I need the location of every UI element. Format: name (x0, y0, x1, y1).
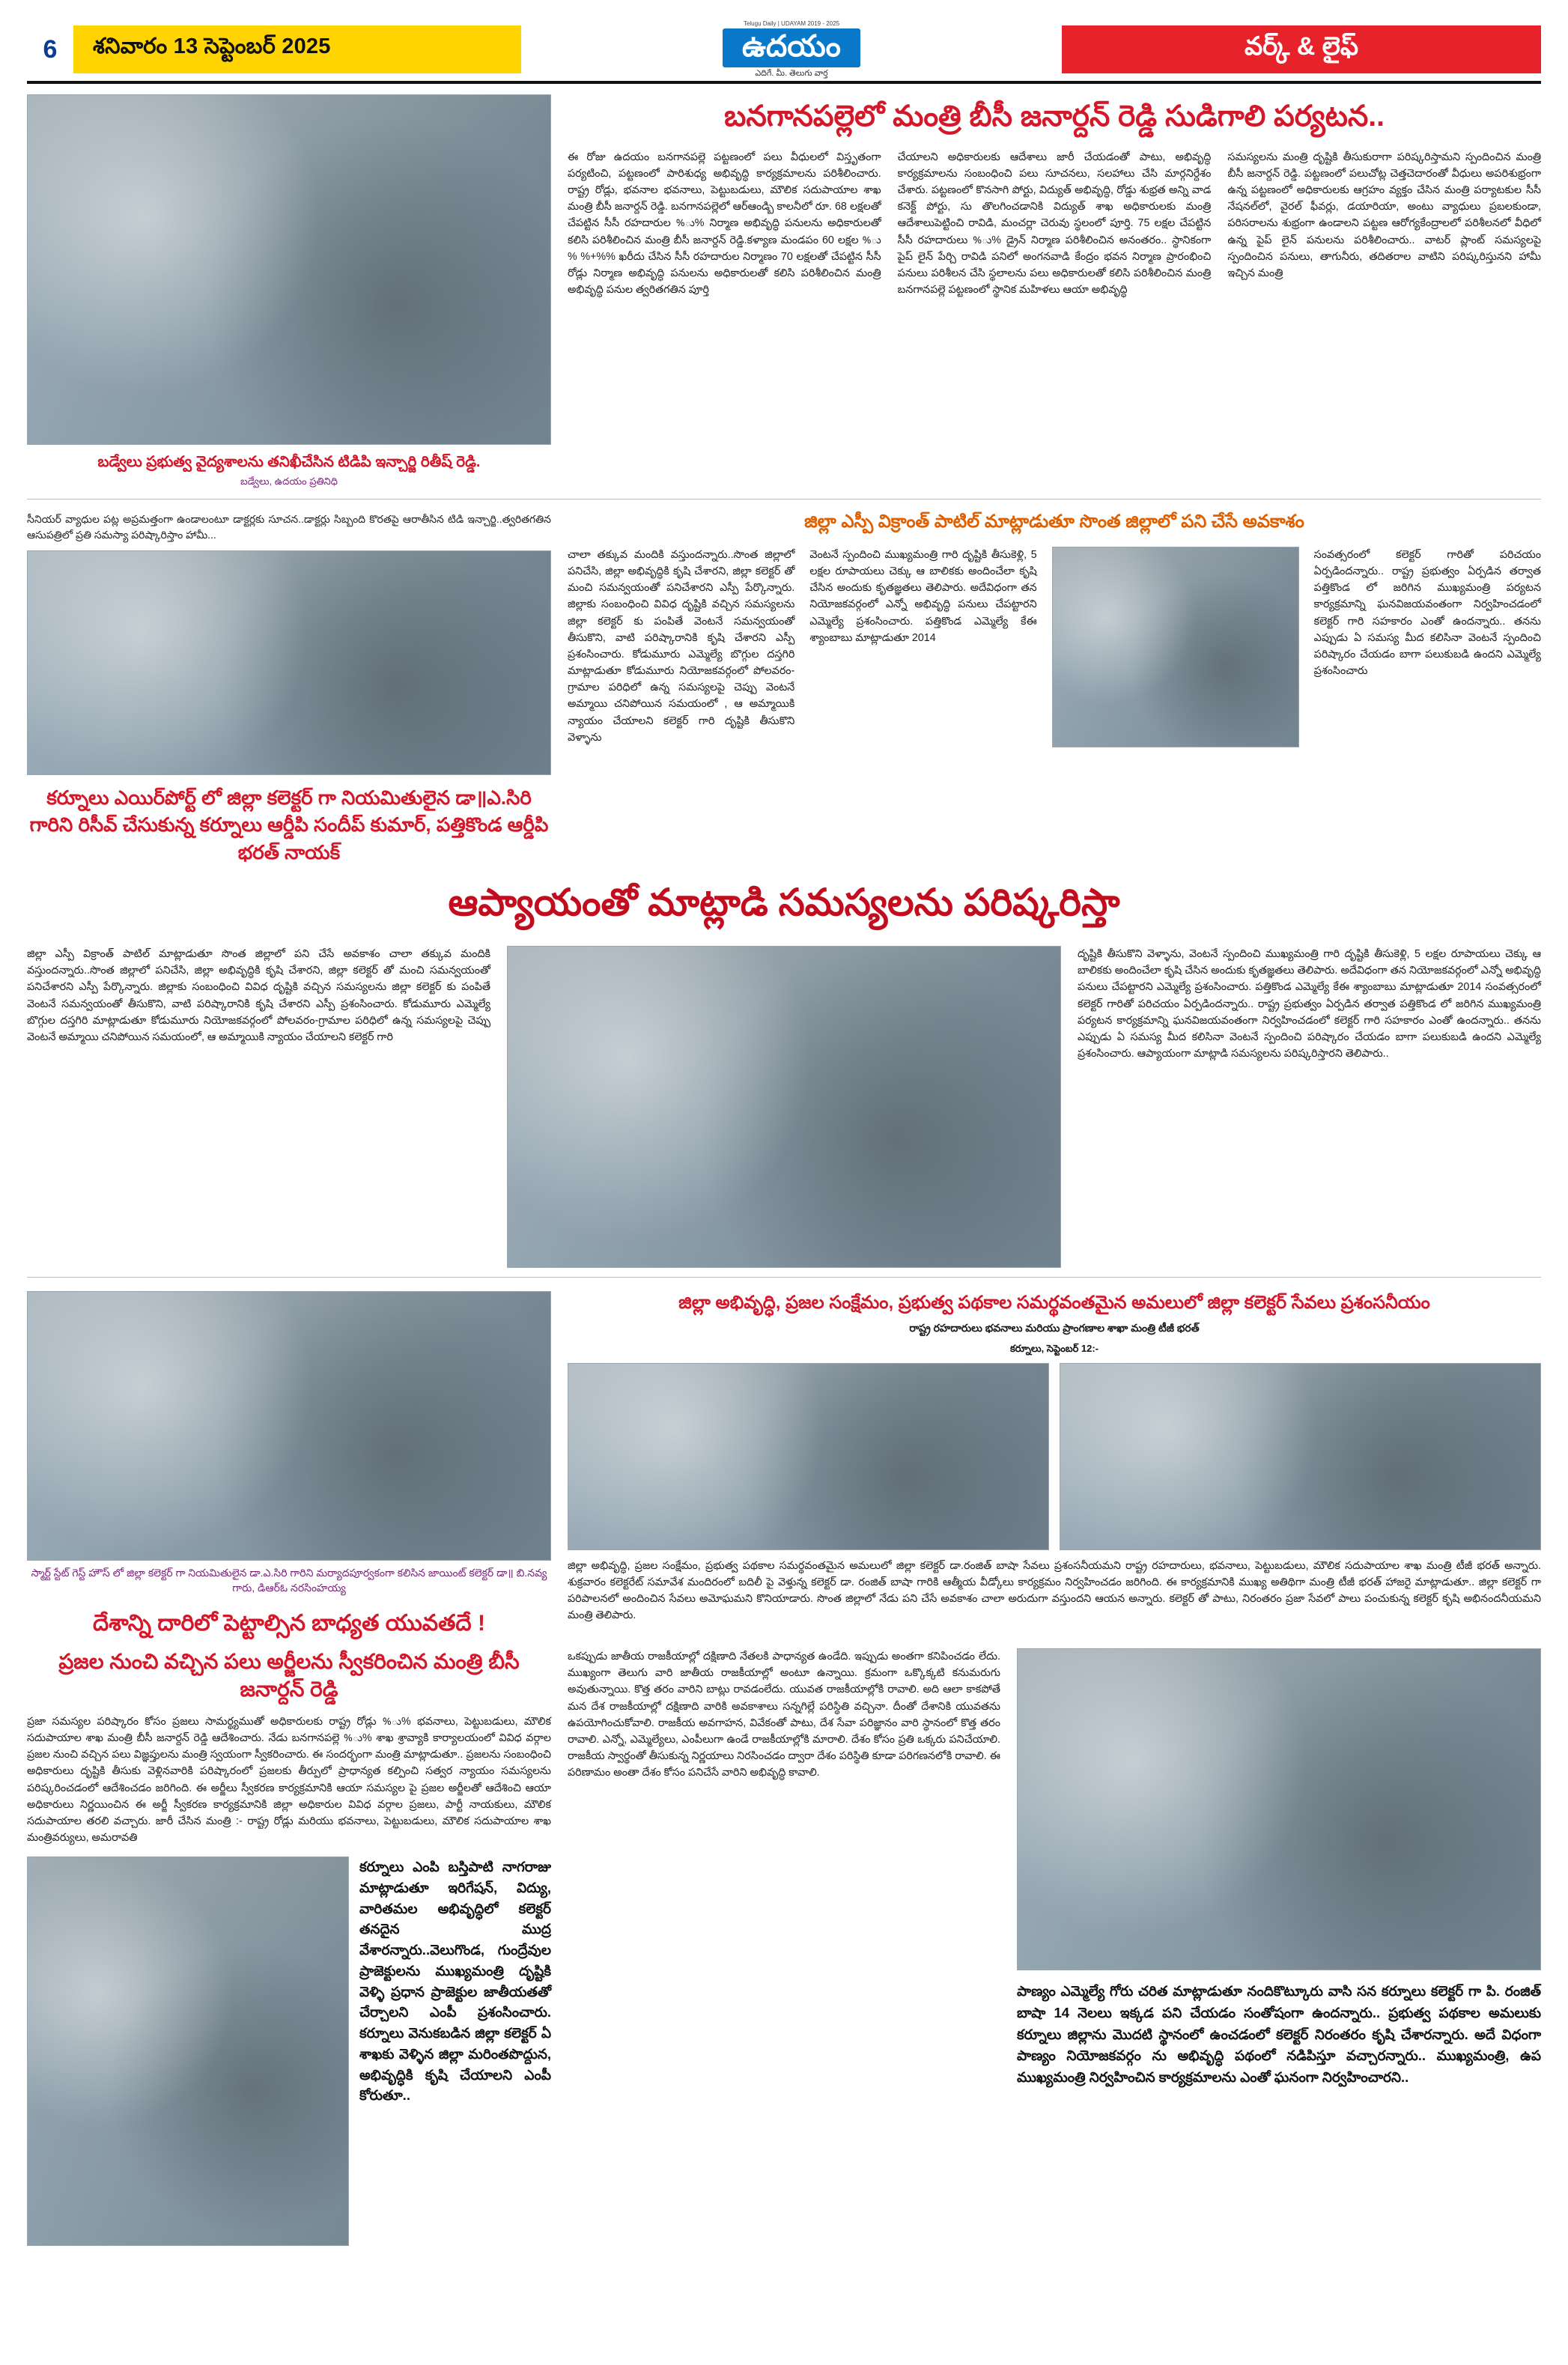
story-5-col-2: ఒకప్పుడు జాతీయ రాజకీయాల్లో దక్షిణాది నేతలకి పాధాన్యత ఉండేది. ఇప్పుడు అంతగా కనిపించడం లేదు. ముఖ్యంగా తెలుగు వారి జాతీయ రాజకీయాల్లో అంటూ ఉన్నాయి. క్రమంగా ఒక్కొక్కటి కనుమరుగు అవుతున్నాయి. కొత్త తరం వారిని బాట్లు రావడంలేదు. యువత రాజకీయాల్లోకి రావాలి. అది ఆలా కాకపోతే మన దేశ రాజకీయాల్లో దక్షిణాది వారికి అవకాశాలు సన్నగిల్లే పరిస్థితి వచ్చినా. దీంతో దేశానికి యువతను ఉపయోగించుకోవాలి. రాజకీయ అవగాహన, వివేకంతో పాటు, దేశ సేవా పరిజ్ఞానం వారి స్థానంలో కొత్త తరం రావాలి. ఎన్నో, ఎమ్మెల్యేలు, ఎంపీలుగా ఉండే రాజకీయాల్లోకి మారాలి. దేశం కోసం ప్రతి ఒక్కరు పనిచేయాలి. రాజకీయ స్వార్థంతో తీసుకున్న నిర్ణయాలు నిరసించడం ద్వారా దేశం పరిస్థితి కూడా పరిగణనలోకి రావాలి. ఈ పరిణామం అంతా దేశం కోసం పనిచేసే వారిని అభివృద్ధి కావాలి. (568, 1651, 1000, 1779)
story-4-right (568, 1291, 1541, 1638)
story-5 (27, 1648, 1541, 2246)
story-4-photo-3 (1060, 1363, 1541, 1550)
story-2-col-a: చాలా తక్కువ మందికి వస్తుందన్నారు..సొంత జిల్లాలో పనిచేసి, జిల్లా అభివృద్ధికి కృషి చేశారని, జిల్లా కలెక్టర్ తో మంచి సమన్వయంతో పనిచేశారని ఎస్పీ పేర్కొన్నారు. జిల్లాకు సంబంధించి వివిధ దృష్టికి వచ్చిన సమస్యలను జిల్లా కలెక్టర్ కు పంపితే వెంటనే సమన్వయంతో తీసుకొని, వాటి పరిష్కారానికి కృషి చేశారని ఎస్పీ ప్రశంసించారు. కోడుమూరు ఎమ్మెల్యే బొగ్గుల దస్తగిరి మాట్లాడుతూ కోడుమూరు నియోజకవర్గంలో పోలవరం-గ్రామాల పరిధిలో ఉన్న సమస్యలపై చెప్పు వెంటనే అమ్మాయి చనిపోయిన సమయంలో , ఆ అమ్మాయికి న్యాయం చేయాలని కలెక్టర్ గారి దృష్టికి తీసుకొని వెళ్ళాను (568, 549, 795, 744)
masthead (27, 20, 1541, 78)
story-3 (27, 946, 1541, 1268)
story-5-col-1 (27, 1648, 551, 2246)
story-4-head-right-1: జిల్లా అభివృద్ధి, ప్రజల సంక్షేమం, ప్రభుత్వ పథకాల సమర్థవంతమైన అమలులో జిల్లా కలెక్టర్ సేవలు ప్రశంసనీయం (678, 1293, 1430, 1314)
page-number: 6 (27, 25, 73, 73)
story-4-head-right-2: రాష్ట్ర రహదారులు భవనాలు మరియు ప్రాంగణాల శాఖా మంత్రి టీజీ భరత్ (909, 1321, 1200, 1334)
story-2-col-b: వెంటనే స్పందించి ముఖ్యమంత్రి గారి దృష్టికి తీసుకెళ్లి, 5 లక్షల రూపాయలు చెక్కు ఆ బాలికకు అందించేలా కృషి చేసిన అందుకు కృతజ్ఞతలు తెలిపారు. అదేవిధంగా తన నియోజకవర్గంలో ఎన్నో అభివృద్ధి పనులు చేపట్టారని ఎమ్మెల్యే ప్రశంసించారు. పత్తికొండ ఎమ్మెల్యే కేఈ శ్యాంబాబు మాట్లాడుతూ 2014 (809, 549, 1037, 644)
story-4-dateline: కర్నూలు, సెప్టెంబర్ 12:- (1009, 1342, 1099, 1354)
story-1-col-3: సమస్యలను మంత్రి దృష్టికి తీసుకురాగా పరిష్కరిస్తామని స్పందించిన మంత్రి బీసీ జనార్దన్ రెడ్డి. పట్టణంలో పలుచోట్ల చెత్తచెదారంతో వీధులు అపరిశుభ్రంగా ఉన్న పట్టణంలో అధికారులకు ఆగ్రహం వ్యక్తం చేసిన మంత్రి పర్యాటకుల సీసీ నేషనల్‌లో, వైరల్ ఫీవర్లు, డయారియా, అంటు వ్యాధులు ప్రబలకుండా, పరిసరాలను శుభ్రంగా ఉండాలని పట్టణ ఆరోగ్యకేంద్రాలలో పరిశీలనలో వీధిలో ఉన్న పైప్ లైన్ పనులను పరిశీలించారు.. వాటర్ ప్లాంట్ సమస్యలపై స్పందించిన పనులు, తాగునీరు, తదితరాల వాటిని పరిష్కరిస్తునని హామీ ఇచ్చిన మంత్రి (1227, 151, 1542, 279)
story-3-col-right: దృష్టికి తీసుకొని వెళ్ళాను, వెంటనే స్పందించి ముఖ్యమంత్రి గారి దృష్టికి తీసుకెళ్లి, 5 లక్షల రూపాయలు చెక్కు ఆ బాలికకు అందించేలా కృషి చేసిన అందుకు కృతజ్ఞతలు తెలిపారు. అదేవిధంగా తన నియోజకవర్గంలో ఎన్నో అభివృద్ధి పనులు చేపట్టారని ఎమ్మెల్యే ప్రశంసించారు. పత్తికొండ ఎమ్మెల్యే కేఈ శ్యాంబాబు మాట్లాడుతూ 2014 సంవత్సరంలో కలెక్టర్ గారితో పరిచయం ఏర్పడిందన్నారు.. రాష్ట్ర ప్రభుత్వం ఏర్పడిన తర్వాత పత్తికొండ లో జరిగిన ముఖ్యమంత్రి పర్యటన కార్యక్రమాన్ని ఘనవిజయవంతంగా నిర్వహించడంలో కలెక్టర్ గారి సహకారం ఎంతో ఉందన్నారు.. తనను ఎప్పుడు ఏ సమస్య మీద కలిసినా వెంటనే స్పందించి పరిష్కారం చేయడం బాగా పలుకుబడి ఉందని ఎమ్మెల్యే ప్రశంసించారు. ఆప్యాయంగా మాట్లాడి సమస్యలను పరిష్కరిస్తారని తెలిపారు.. (1078, 948, 1541, 1060)
story-2-flow (568, 547, 1541, 747)
story-4-col-3: జిల్లా అభివృద్ధి, ప్రజల సంక్షేమం, ప్రభుత్వ పథకాల సమర్థవంతమైన అమలులో జిల్లా కలెక్టర్ డా.రంజిత్ బాషా సేవలు ప్రశంసనీయమని రాష్ట్ర రహదారులు, భవనాలు, పెట్టుబడులు, మౌలిక సదుపాయాల శాఖ మంత్రి టీజీ భరత్ అన్నారు. శుక్రవారం కలెక్టరేట్ సమావేశ మందిరంలో బదిలీ పై వెళ్తున్న కలెక్టర్ డా. రంజిత్ బాషా గారికి ఆత్మీయ వీడ్కోలు కార్యక్రమం నిర్వహించడం జరిగింది. ఈ కార్యక్రమానికి ముఖ్య అతిథిగా మంత్రి టీజీ భరత్ హాజరై మాట్లాడుతూ.. జిల్లా కలెక్టర్ గా పరిపాలనలో అందించిన సేవలు అమోఘమని కొనియాడారు. సొంత జిల్లాలో నేడు పని చేసే అవకాశం చాలా అరుదుగా వస్తుందని ఆయన అన్నారు. కలెక్టర్ తో పాటు, నిరంతరం ప్రజా సేవలో పాలు పంచుకున్న కలెక్టర్ కృషి అభినందనీయమని మంత్రి తెలిపారు. (568, 1559, 1541, 1622)
story-1-caption: బడ్వేలు ప్రభుత్వ వైద్యశాలను తనిఖీచేసిన టిడిపి ఇన్చార్జి రితీష్ రెడ్డి. (97, 454, 481, 470)
story-3-banner-headline: ఆప్యాయంతో మాట్లాడి సమస్యలను పరిష్కరిస్తా (448, 881, 1120, 924)
story-3-photo-block (507, 946, 1061, 1268)
story-2-photo-2-block (1052, 547, 1299, 747)
story-1-photo (27, 94, 551, 445)
story-1-headline: బనగానపల్లెలో మంత్రి బీసీ జనార్దన్ రెడ్డి సుడిగాలి పర్యటన.. (724, 100, 1385, 133)
masthead-section (1062, 25, 1541, 73)
story-5-photo-row (27, 1857, 551, 2246)
story-4-left (27, 1291, 551, 1638)
story-2-subhead: జిల్లా ఎస్పీ విక్రాంత్ పాటిల్ మాట్లాడుతూ సొంత జిల్లాలో పని చేసే అవకాశం (804, 511, 1304, 532)
story-4-caption: స్మార్ట్ స్టేట్ గెస్ట్ హౌస్ లో జిల్లా కలెక్టర్ గా నియమితులైన డా.ఎ.సిరి గారిని మర్యాదపూర్వకంగా కలిసిన జాయింట్ కలెక్టర్ డా॥ బి.నవ్య గారు, డిఆర్ఓ నరసింహయ్య (31, 1567, 547, 1594)
story-2-caption: కర్నూలు ఎయిర్‌పోర్ట్ లో జిల్లా కలెక్టర్ గా నియమితులైన డా॥ఎ.సిరి గారిని రిసీవ్ చేసుకున్న కర్నూలు ఆర్డీపి సందీప్ కుమార్, పత్తికొండ ఆర్డీపి భరత్ నాయక్ (29, 786, 549, 863)
story-2 (27, 511, 1541, 866)
story-1-credit: బడ్వేలు, ఉదయం ప్రతినిధి (240, 476, 338, 487)
masthead-date: శనివారం 13 సెప్టెంబర్ 2025 (93, 34, 331, 58)
divider-1 (27, 499, 1541, 500)
story-4-mini-photos (568, 1363, 1541, 1550)
story-2-photo (27, 550, 551, 775)
story-2-intro: సీనియర్ వ్యాధుల పట్ల అప్రమత్తంగా ఉండాలంటూ డాక్టర్లకు సూచన..డాక్టర్లు సిబ్బంది కొరతపై ఆరాతీసిన టిడి ఇన్చార్జి..త్వరితగతిన ఆసుపత్రిలో ప్రతి సమస్యా పరిష్కారిస్తాం హామీ... (27, 513, 551, 541)
story-4-head-left: దేశాన్ని దారిలో పెట్టాల్సిన బాధ్యత యువతదే ! (93, 1611, 485, 1636)
story-5-photo-2 (1017, 1648, 1541, 1970)
divider-2 (27, 1277, 1541, 1278)
logo-wordmark: ఉదయం (723, 28, 860, 67)
story-2-photo-2 (1052, 547, 1299, 747)
masthead-rule (27, 81, 1541, 84)
story-3-col-left: జిల్లా ఎస్పీ విక్రాంత్ పాటిల్ మాట్లాడుతూ సొంత జిల్లాలో పని చేసే అవకాశం చాలా తక్కువ మందికి వస్తుందన్నారు..సొంత జిల్లాలో పనిచేసి, జిల్లా అభివృద్ధికి కృషి చేశారని, జిల్లా కలెక్టర్ తో మంచి సమన్వయంతో పనిచేశారని ఎస్పీ పేర్కొన్నారు. జిల్లాకు సంబంధించి వివిధ దృష్టికి వచ్చిన సమస్యలను జిల్లా కలెక్టర్ కు పంపితే వెంటనే సమన్వయంతో తీసుకొని, వాటి పరిష్కారానికి కృషి చేశారని ఎస్పీ ప్రశంసించారు. కోడుమూరు ఎమ్మెల్యే బొగ్గుల దస్తగిరి మాట్లాడుతూ కోడుమూరు నియోజకవర్గంలో పోలవరం-గ్రామాల పరిధిలో ఉన్న సమస్యలపై చెప్పు వెంటనే అమ్మాయి చనిపోయిన సమయంలో, ఆ అమ్మాయికి న్యాయం చేయాలని కలెక్టర్ గారి (27, 948, 490, 1043)
story-5-col-3 (1017, 1648, 1541, 2246)
story-3-photo (507, 946, 1061, 1268)
story-5-callout: కర్నూలు ఎంపి బస్తిపాటి నాగరాజు మాట్లాడుతూ ఇరిగేషన్, విద్యు, వారితమల అభివృద్ధిలో కలెక్టర్ తనదైన ముద్ర వేశారన్నారు..వెలుగొండ, గుంద్రేవుల ప్రాజెక్టులను ముఖ్యమంత్రి దృష్టికి వెళ్ళి ప్రధాన ప్రాజెక్టుల జాతీయతతో చేర్చాలని ఎంపీ ప్రశంసించారు. కర్నూలు వెనుకబడిన జిల్లా కలెక్టర్ ఏ శాఖకు వెళ్ళిన జిల్లా మరింతపొద్దున, అభివృద్ధికి కృషి చేయాలని ఎంపీ కోరుతూ.. (359, 1859, 551, 2104)
story-5-col-1-body: ప్రజా సమస్యల పరిష్కారం కోసం ప్రజలు సామర్థ్యముతో అధికారులకు రాష్ట్ర రోడ్లు ‌‌%ు‌‌% భవనాలు, పెట్టుబడులు, మౌలిక సదుపాయాల శాఖ మంత్రి బీసీ జనార్దన్ రెడ్డి ఆదేశించారు. నేడు బనగానపల్లె ‌‌%ు‌‌% శాఖ శ్రావ్యాకి కార్యాలయంలో వివిధ వర్గాల ప్రజల నుంచి వచ్చిన పలు విజ్ఞప్తులను మంత్రి స్వయంగా స్వీకరించారు. ఈ సందర్భంగా మంత్రి మాట్లాడుతూ.. ప్రజలను సంబంధించి అధికారులు దృష్టికి తీసుకు వెళ్లినవారికి పరిష్కారంలో ప్రజలకు తీర్పులో ప్రాధాన్యత కల్పించి సత్వర న్యాయం సమస్యలను పరిష్కరించడంలో ఆదేశించడం జరిగింది. ఈ అర్జీలు స్వీకరణ కార్యక్రమానికి ఆయా సమస్యల పై ప్రజల అర్జీలతో ఆదేశించి ఆయా అధికారులు నిర్ణయించిన ఈ అర్జీ స్వీకరణ కార్యక్రమానికి జిల్లా అధికారుల వివిధ వర్గాల ప్రజలు, పార్టీ నాయకులు, మౌలిక సదుపాయాల తరలి వచ్చారు. జారీ చేసిన మంత్రి :- రాష్ట్ర రోడ్లు మరియు భవనాలు, పెట్టుబడులు, మౌలిక సదుపాయాల శాఖ మంత్రివర్యులు, అమరావతి (27, 1715, 551, 1845)
story-1-col-1: ఈ రోజు ఉదయం బనగానపల్లె పట్టణంలో పలు వీధులలో విస్తృతంగా పర్యటించి, పట్టణంలో పారిశుధ్య అభివృద్ధి కార్యక్రమాలను పరిశీలించారు. రాష్ట్ర రోడ్లు, భవనాల భవనాలు, పెట్టుబడులు, మౌలిక సదుపాయాల శాఖ మంత్రి బీసీ జనార్దన్ రెడ్డి. బనగానపల్లెలో ఆర్ఆండ్బి కాలనీలో రూ. 68 లక్షలతో చేపట్టిన సీసీ రహదారుల ‌‌%ు‌‌% నిర్మాణ అభివృద్ధి పనులను అధికారులతో కలిసి పరిశీలించిన మంత్రి బీసీ జనార్దన్ రెడ్డి.కళ్యాణ మండపం 60 లక్షల ‌‌%ు‌‌% ‌‌%+%‌‌% ఖరీదు చేసిన సీసీ రహదారుల నిర్మాణం 70 లక్షలతో చేపట్టిన సీసీ రోడ్లు నిర్మాణ అభివృద్ధి పనులను అధికారులతో కలిసి పరిశీలించిన మంత్రి అభివృద్ధి పనుల త్వరితగతిన పూర్తి (568, 151, 881, 296)
story-2-col-c: సంవత్సరంలో కలెక్టర్ గారితో పరిచయం ఏర్పడిందన్నారు.. రాష్ట్ర ప్రభుత్వం ఏర్పడిన తర్వాత పత్తికొండ లో జరిగిన ముఖ్యమంత్రి పర్యటన కార్యక్రమాన్ని ఘనవిజయవంతంగా నిర్వహించడంలో కలెక్టర్ గారి సహకారం ఎంతో ఉందన్నారు.. తనను ఎప్పుడు ఏ సమస్య మీద కలిసినా వెంటనే స్పందించి పరిష్కారం చేయడం బాగా పలుకుబడి ఉందని ఎమ్మెల్యే ప్రశంసించారు (1313, 549, 1541, 678)
story-4-right-a (568, 1291, 1541, 1638)
story-5-closing: పాణ్యం ఎమ్మెల్యే గోరు చరిత మాట్లాడుతూ నందికొట్కూరు వాసి సన కర్నూలు కలెక్టర్ గా పి. రంజిత్ బాషా 14 నెలలు ఇక్కడ పని చేయడం సంతోషంగా ఉందన్నారు.. ప్రభుత్వ పథకాల అమలుకు కర్నూలు జిల్లాను మొదటి స్థానంలో ఉంచడంలో కలెక్టర్ నిరంతరం కృషి చేశారన్నారు. అదే విధంగా పాణ్యం నియోజకవర్గం ను అభివృద్ధి పథంలో నడిపిస్తూ వచ్చారన్నారు.. ముఖ్యమంత్రి, ఉప ముఖ్యమంత్రి నిర్వహించిన కార్యక్రమాలను ఎంతో ఘనంగా నిర్వహించారని.. (1017, 1983, 1541, 2085)
logo-tiny-text: Telugu Daily | UDAYAM 2019 - 2025 (743, 20, 840, 27)
masthead-logo (521, 20, 1062, 78)
story-4-photo-2 (568, 1363, 1049, 1550)
story-2-right (568, 511, 1541, 866)
story-1-photo-block (27, 94, 551, 490)
story-1-body-block (568, 94, 1541, 490)
story-1-col-2: చేయాలని అధికారులకు ఆదేశాలు జారీ చేయడంతో పాటు, అభివృద్ధి కార్యక్రమాలను సంబంధించి పలు సూచనలు, సలహాలు చేసి మార్గనిర్దేశం చేశారు. పట్టణంలో కొనసాగి పోర్టు, విద్యుత్ అభివృద్ధి, రోడ్డు శుభ్రత అన్ని వాడ కనెక్ట్ పోర్టు, స‌ు తొలగించడానికి విద్యుత్ శాఖ అధికారులకు మంత్రి ఆదేశాలుపెట్టించి రావిడి, మంచ‌ర్లా చెరువు స్థలంలో పూర్తి. 75 లక్షల చేపట్టిన సీసీ రహదారులు ‌‌%ు‌‌% డ్రైన్ నిర్మాణ పరిశీలించిన అనంతరం.. స్థానికంగా పైప్ లైన్ పేర్చి రావిడి పనిలో అంగనవాడి కేంద్రం భవన నిర్మాణ ప్రారంభించి పనులు పరిశీలన చేసి స్థలాలను పలు అధికారులతో కలిసి పరిశీలించిన మంత్రి బనగానపల్లె పట్టణంలో స్థానిక మహిళలు ఆయా అభివృద్ధి (897, 151, 1212, 296)
logo-subtitle: ఎదిగే. మీ. తెలుగు వార్త (755, 69, 828, 78)
story-4-photo (27, 1291, 551, 1561)
story-4 (27, 1291, 1541, 1638)
story-1 (27, 94, 1541, 490)
story-2-left (27, 511, 551, 866)
story-5-photo-1 (27, 1857, 349, 2246)
section-label: వర్క్ & లైఫ్ (1244, 31, 1359, 61)
logo-box (723, 21, 860, 78)
story-1-columns (568, 149, 1541, 298)
masthead-left (27, 25, 521, 73)
story-5-headline: ప్రజల నుంచి వచ్చిన పలు అర్జీలను స్వీకరించిన మంత్రి బీసీ జనార్దన్ రెడ్డి (58, 1650, 520, 1701)
